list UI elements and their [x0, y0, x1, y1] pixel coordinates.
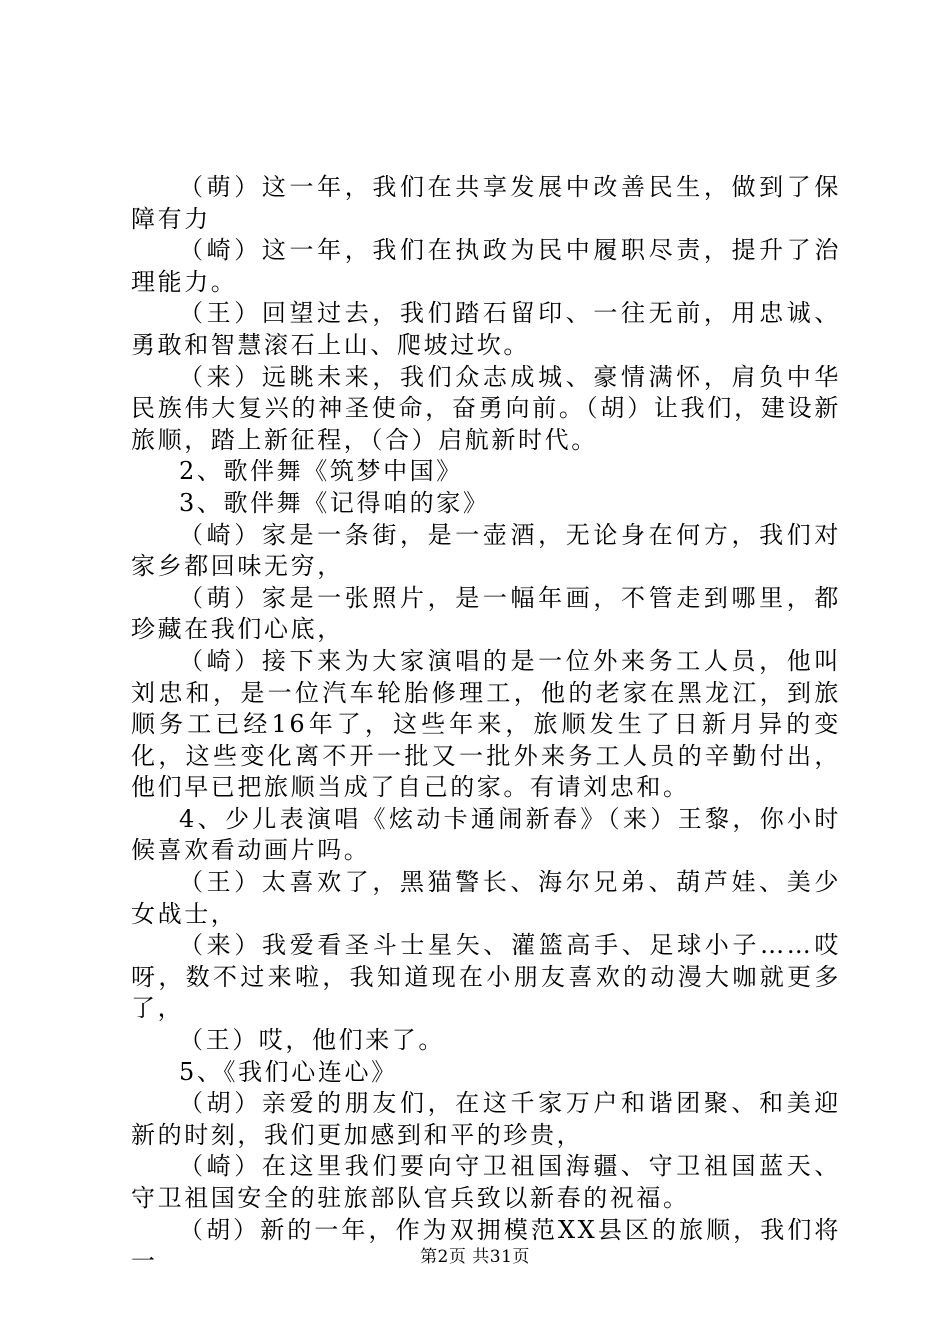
paragraph: 4、少儿表演唱《炫动卡通闹新春》（来）王黎，你小时候喜欢看动画片吗。	[131, 804, 841, 865]
paragraph: （王）哎，他们来了。	[179, 1026, 445, 1055]
program-item-heading: 5、《我们心连心》	[179, 1057, 398, 1086]
paragraph: （王）太喜欢了，黑猫警长、海尔兄弟、葫芦娃、美少女战士，	[131, 868, 841, 928]
paragraph: （萌）这一年，我们在共享发展中改善民生，做到了保障有力	[131, 173, 841, 233]
document-body	[131, 172, 841, 1278]
paragraph: （崎）这一年，我们在执政为民中履职尽责，提升了治理能力。	[131, 236, 841, 296]
paragraph: （胡）亲爱的朋友们，在这千家万户和谐团聚、和美迎新的时刻，我们更加感到和平的珍贵，	[131, 1089, 841, 1149]
paragraph: （来）远眺未来，我们众志成城、豪情满怀，肩负中华民族伟大复兴的神圣使命，奋勇向前。（胡）让我们，建设新旅顺，踏上新征程，（合）启航新时代。	[131, 362, 841, 454]
paragraph: （来）我爱看圣斗士星矢、灌篮高手、足球小子……哎呀，数不过来啦，我知道现在小朋友喜欢的动漫大咖就更多了，	[131, 931, 841, 1023]
paragraph: （胡）新的一年，作为双拥模范XX县区的旅顺，我们将一	[131, 1215, 841, 1276]
page-number-footer: 第2页 共31页	[420, 1247, 530, 1267]
paragraph: （王）回望过去，我们踏石留印、一往无前，用忠诚、勇敢和智慧滚石上山、爬坡过坎。	[131, 299, 841, 359]
paragraph: （崎）接下来为大家演唱的是一位外来务工人员，他叫刘忠和，是一位汽车轮胎修理工，他的老家在黑龙江，到旅顺务工已经16年了，这些年来，旅顺发生了日新月异的变化，这些变化离不开一批又一批外来务工人员的辛勤付出，他们早已把旅顺当成了自己的家。有请刘忠和。	[131, 646, 841, 802]
program-item-heading: 2、歌伴舞《筑梦中国》	[179, 457, 463, 486]
paragraph: （崎）在这里我们要向守卫祖国海疆、守卫祖国蓝天、守卫祖国安全的驻旅部队官兵致以新春的祝福。	[131, 1152, 841, 1212]
program-item-heading: 3、歌伴舞《记得咱的家》	[179, 488, 490, 517]
paragraph: （萌）家是一张照片，是一幅年画，不管走到哪里，都珍藏在我们心底，	[131, 583, 841, 644]
paragraph: （崎）家是一条街，是一壶酒，无论身在何方，我们对家乡都回味无穷，	[131, 520, 841, 581]
